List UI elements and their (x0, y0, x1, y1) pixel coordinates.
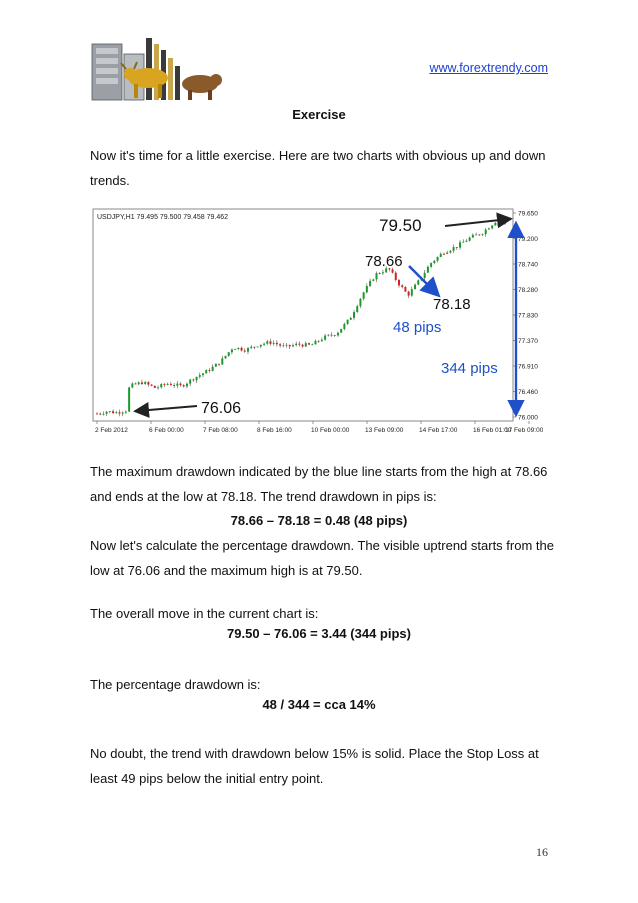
chart-symbol-label: USDJPY,H1 79.495 79.500 79.458 79.462 (97, 214, 229, 221)
candle (215, 363, 217, 366)
x-tick-label: 7 Feb 08:00 (203, 427, 238, 434)
y-tick-label: 77.830 (518, 312, 538, 320)
x-tick-label: 16 Feb 01:00 (473, 427, 512, 434)
y-tick-label: 77.370 (518, 338, 538, 345)
percentage-label: The percentage drawdown is: (90, 677, 261, 692)
annotation-move-label: 344 pips (441, 360, 498, 377)
x-tick-label: 10 Feb 00:00 (311, 427, 350, 434)
usdjpy-chart (89, 205, 543, 437)
y-tick-label: 79.200 (518, 236, 538, 243)
candle (128, 387, 130, 412)
overall-move-paragraph: The overall move in the current chart is: (90, 606, 319, 621)
page-number: 16 (536, 845, 548, 859)
x-tick-label: 17 Feb 09:00 (505, 427, 543, 434)
y-tick-label: 76.910 (518, 363, 538, 371)
y-tick-label: 76.000 (518, 414, 538, 422)
annotation-trough-label: 78.18 (433, 296, 471, 313)
annotation-drawdown-label: 48 pips (393, 319, 442, 336)
forextrendy-logo (88, 36, 230, 104)
x-tick-label: 6 Feb 00:00 (149, 427, 184, 434)
drawdown-paragraph: The maximum drawdown indicated by the blue line starts from the high at 78.66 and ends at the low at 78.18. The trend drawdown in pips is: (90, 464, 548, 504)
candle (154, 386, 156, 389)
x-tick-label: 13 Feb 09:00 (365, 427, 404, 434)
percentage-paragraph: Now let's calculate the percentage drawdown. The visible uptrend starts from the low at 76.06 and the maximum high is at 79.50. (90, 538, 554, 578)
intro-paragraph: Now it's time for a little exercise. Here are two charts with obvious up and down trends. (90, 148, 546, 188)
conclusion-paragraph: No doubt, the trend with drawdown below 15% is solid. Place the Stop Loss at least 49 pips below the initial entry point. (90, 746, 539, 786)
page-title: Exercise (292, 107, 346, 122)
x-tick-label: 2 Feb 2012 (95, 427, 128, 434)
website-link[interactable]: www.forextrendy.com (429, 61, 548, 75)
y-tick-label: 79.650 (518, 210, 538, 218)
x-tick-label: 14 Feb 17:00 (419, 427, 458, 434)
candle (340, 329, 342, 333)
y-tick-label: 78.740 (518, 261, 538, 269)
annotation-high-label: 79.50 (379, 216, 422, 235)
annotation-peak-label: 78.66 (365, 253, 403, 270)
overall-move-equation: 79.50 – 76.06 = 3.44 (344 pips) (227, 626, 411, 641)
y-tick-label: 76.460 (518, 389, 538, 396)
annotation-start-label: 76.06 (201, 400, 242, 417)
x-tick-label: 8 Feb 16:00 (257, 427, 292, 434)
y-tick-label: 78.280 (518, 287, 538, 294)
drawdown-equation: 78.66 – 78.18 = 0.48 (48 pips) (230, 513, 408, 528)
percentage-equation: 48 / 344 = cca 14% (262, 697, 376, 712)
